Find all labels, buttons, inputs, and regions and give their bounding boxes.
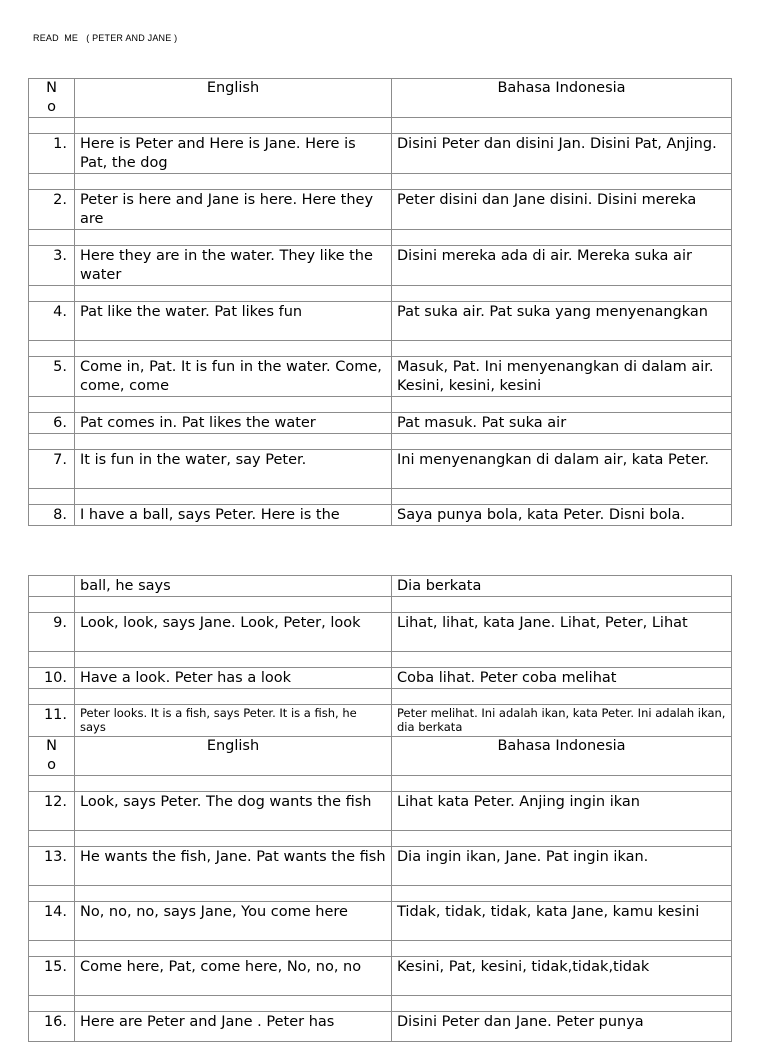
indonesian-text: Disini mereka ada di air. Mereka suka air (392, 246, 732, 286)
indonesian-text: Pat suka air. Pat suka yang menyenangkan (392, 302, 732, 341)
row-number: 6. (29, 413, 75, 434)
table-header-row (29, 79, 732, 118)
header-indonesian: Bahasa Indonesia (392, 79, 732, 118)
english-text: Come here, Pat, come here, No, no, no (75, 957, 392, 996)
indonesian-text: Disini Peter dan disini Jan. Disini Pat, Anjing. (392, 134, 732, 174)
table-row (29, 847, 732, 886)
table-row (29, 450, 732, 489)
indonesian-text: Coba lihat. Peter coba melihat (392, 668, 732, 689)
row-number: 16. (29, 1012, 75, 1042)
header-no: N o (29, 79, 75, 118)
english-text: Here are Peter and Jane . Peter has (75, 1012, 392, 1042)
english-text: Pat comes in. Pat likes the water (75, 413, 392, 434)
translation-table-page-2 (28, 575, 732, 1042)
english-text: Here they are in the water. They like the water (75, 246, 392, 286)
indonesian-text: Dia ingin ikan, Jane. Pat ingin ikan. (392, 847, 732, 886)
english-text: No, no, no, says Jane, You come here (75, 902, 392, 941)
row-number: 3. (29, 246, 75, 286)
table-row (29, 705, 732, 737)
header-no: N o (29, 737, 75, 776)
header-english: English (75, 79, 392, 118)
english-text: ball, he says (75, 576, 392, 597)
english-text: Look, says Peter. The dog wants the fish (75, 792, 392, 831)
indonesian-text: Dia berkata (392, 576, 732, 597)
table-row (29, 613, 732, 652)
indonesian-text: Peter melihat. Ini adalah ikan, kata Peter. Ini adalah ikan, dia berkata (392, 705, 732, 737)
english-text: Peter is here and Jane is here. Here they are (75, 190, 392, 230)
english-text: Peter looks. It is a fish, says Peter. It is a fish, he says (75, 705, 392, 737)
table-row (29, 576, 732, 597)
header-english: English (75, 737, 392, 776)
indonesian-text: Masuk, Pat. Ini menyenangkan di dalam air. Kesini, kesini, kesini (392, 357, 732, 397)
row-number: 4. (29, 302, 75, 341)
table-row (29, 668, 732, 689)
row-number: 12. (29, 792, 75, 831)
english-text: Look, look, says Jane. Look, Peter, look (75, 613, 392, 652)
indonesian-text: Lihat kata Peter. Anjing ingin ikan (392, 792, 732, 831)
indonesian-text: Tidak, tidak, tidak, kata Jane, kamu kesini (392, 902, 732, 941)
row-number: 2. (29, 190, 75, 230)
row-number: 8. (29, 505, 75, 526)
table-row (29, 505, 732, 526)
english-text: He wants the fish, Jane. Pat wants the fish (75, 847, 392, 886)
row-number: 15. (29, 957, 75, 996)
row-number: 10. (29, 668, 75, 689)
indonesian-text: Saya punya bola, kata Peter. Disni bola. (392, 505, 732, 526)
translation-table-page-1 (28, 78, 732, 526)
table-row (29, 413, 732, 434)
row-number: 1. (29, 134, 75, 174)
indonesian-text: Pat masuk. Pat suka air (392, 413, 732, 434)
english-text: Pat like the water. Pat likes fun (75, 302, 392, 341)
indonesian-text: Disini Peter dan Jane. Peter punya (392, 1012, 732, 1042)
row-number: 7. (29, 450, 75, 489)
table-header-row (29, 737, 732, 776)
table-row (29, 957, 732, 996)
indonesian-text: Peter disini dan Jane disini. Disini mereka (392, 190, 732, 230)
table-row (29, 902, 732, 941)
table-row (29, 357, 732, 397)
indonesian-text: Ini menyenangkan di dalam air, kata Peter. (392, 450, 732, 489)
row-number: 5. (29, 357, 75, 397)
row-number: 11. (29, 705, 75, 737)
row-number: 14. (29, 902, 75, 941)
table-row (29, 134, 732, 174)
english-text: Come in, Pat. It is fun in the water. Come, come, come (75, 357, 392, 397)
english-text: It is fun in the water, say Peter. (75, 450, 392, 489)
table-row (29, 792, 732, 831)
row-number: 9. (29, 613, 75, 652)
table-row (29, 1012, 732, 1042)
indonesian-text: Kesini, Pat, kesini, tidak,tidak,tidak (392, 957, 732, 996)
english-text: I have a ball, says Peter. Here is the (75, 505, 392, 526)
english-text: Here is Peter and Here is Jane. Here is Pat, the dog (75, 134, 392, 174)
row-number: 13. (29, 847, 75, 886)
table-row (29, 246, 732, 286)
english-text: Have a look. Peter has a look (75, 668, 392, 689)
table-row (29, 190, 732, 230)
header-indonesian: Bahasa Indonesia (392, 737, 732, 776)
table-row (29, 302, 732, 341)
indonesian-text: Lihat, lihat, kata Jane. Lihat, Peter, Lihat (392, 613, 732, 652)
row-number (29, 576, 75, 597)
document-title: READ ME ( PETER AND JANE ) (33, 33, 178, 43)
